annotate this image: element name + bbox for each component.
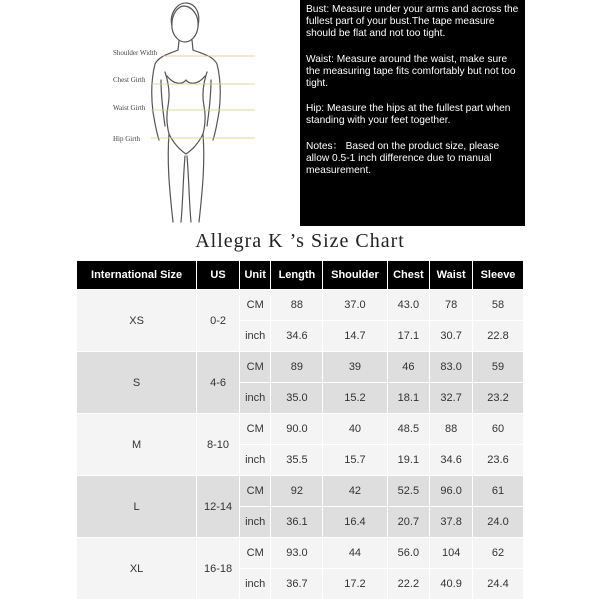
table-row: [77, 538, 523, 568]
size-chart-title: Allegra K ’s Size Chart: [195, 230, 405, 252]
chest-cell: 19.1: [388, 445, 430, 475]
shoulder-cell: 15.7: [323, 445, 386, 475]
unit-cell: CM: [240, 414, 271, 444]
shoulder-cell: 37.0: [323, 290, 386, 320]
waist-cell: 83.0: [430, 352, 472, 382]
size-group-l: [77, 476, 523, 537]
chest-cell: 18.1: [388, 383, 430, 413]
length-cell: 34.6: [271, 321, 322, 351]
chest-cell: 52.5: [388, 476, 430, 506]
waist-note: Waist: Measure around the waist, make sure the measuring tape fits comfortably but not too tight.: [306, 53, 516, 90]
unit-cell: CM: [240, 290, 271, 320]
chest-cell: 43.0: [388, 290, 430, 320]
waist-cell: 78: [430, 290, 472, 320]
unit-cell: inch: [240, 569, 271, 599]
header-international-size: International Size: [77, 261, 196, 289]
header-chest: Chest: [388, 261, 430, 289]
hip-girth-label: Hip Girth: [113, 135, 141, 143]
length-cell: 93.0: [271, 538, 322, 568]
shoulder-cell: 44: [323, 538, 386, 568]
waist-cell: 32.7: [430, 383, 472, 413]
unit-cell: inch: [240, 321, 271, 351]
table-header-row: [77, 261, 523, 289]
length-cell: 90.0: [271, 414, 322, 444]
shoulder-cell: 15.2: [323, 383, 386, 413]
extra-note: Notes： Based on the product size, please allow 0.5-1 inch difference due to manual measurement.: [306, 140, 500, 177]
size-cell: M: [77, 414, 196, 475]
us-size-cell: 0-2: [197, 290, 239, 351]
shoulder-cell: 16.4: [323, 507, 386, 537]
chest-cell: 17.1: [388, 321, 430, 351]
waist-girth-label: Waist Girth: [113, 104, 146, 112]
waist-cell: 96.0: [430, 476, 472, 506]
body-outline-icon: [95, 0, 295, 228]
chest-cell: 56.0: [388, 538, 430, 568]
chest-cell: 20.7: [388, 507, 430, 537]
size-group-xs: [77, 290, 523, 351]
body-measurement-figure: [95, 0, 295, 228]
shoulder-cell: 40: [323, 414, 386, 444]
length-cell: 36.7: [271, 569, 322, 599]
header-us: US: [197, 261, 239, 289]
sleeve-cell: 24.0: [473, 507, 523, 537]
waist-cell: 37.8: [430, 507, 472, 537]
length-cell: 89: [271, 352, 322, 382]
unit-cell: CM: [240, 538, 271, 568]
waist-cell: 40.9: [430, 569, 472, 599]
size-chart-table: [76, 260, 524, 600]
size-group-xl: [77, 538, 523, 599]
sleeve-cell: 58: [473, 290, 523, 320]
size-group-s: [77, 352, 523, 413]
shoulder-cell: 39: [323, 352, 386, 382]
us-size-cell: 12-14: [197, 476, 239, 537]
us-size-cell: 8-10: [197, 414, 239, 475]
chest-girth-label: Chest Girth: [113, 76, 146, 84]
unit-cell: CM: [240, 476, 271, 506]
waist-cell: 88: [430, 414, 472, 444]
sleeve-cell: 24.4: [473, 569, 523, 599]
size-cell: XS: [77, 290, 196, 351]
length-cell: 36.1: [271, 507, 322, 537]
table-row: [77, 476, 523, 506]
shoulder-cell: 42: [323, 476, 386, 506]
measurement-notes-panel: [300, 0, 525, 226]
table-row: [77, 352, 523, 382]
hip-note: Hip: Measure the hips at the fullest part when standing with your feet together.: [306, 103, 511, 127]
chest-cell: 46: [388, 352, 430, 382]
length-cell: 35.0: [271, 383, 322, 413]
chest-cell: 22.2: [388, 569, 430, 599]
sleeve-cell: 61: [473, 476, 523, 506]
size-cell: XL: [77, 538, 196, 599]
length-cell: 35.5: [271, 445, 322, 475]
sleeve-cell: 23.6: [473, 445, 523, 475]
header-shoulder: Shoulder: [323, 261, 386, 289]
sleeve-cell: 59: [473, 352, 523, 382]
unit-cell: inch: [240, 383, 271, 413]
sleeve-cell: 22.8: [473, 321, 523, 351]
unit-cell: CM: [240, 352, 271, 382]
unit-cell: inch: [240, 445, 271, 475]
size-cell: L: [77, 476, 196, 537]
sleeve-cell: 62: [473, 538, 523, 568]
length-cell: 88: [271, 290, 322, 320]
size-cell: S: [77, 352, 196, 413]
sleeve-cell: 60: [473, 414, 523, 444]
shoulder-width-label: Shoulder Width: [113, 49, 158, 57]
size-group-m: [77, 414, 523, 475]
unit-cell: inch: [240, 507, 271, 537]
table-row: [77, 290, 523, 320]
header-waist: Waist: [430, 261, 472, 289]
header-unit: Unit: [240, 261, 271, 289]
us-size-cell: 16-18: [197, 538, 239, 599]
header-sleeve: Sleeve: [473, 261, 523, 289]
bust-note: Bust: Measure under your arms and across the fullest part of your bust.The tape measure should be flat and not too tight.: [306, 4, 519, 40]
us-size-cell: 4-6: [197, 352, 239, 413]
shoulder-cell: 17.2: [323, 569, 386, 599]
length-cell: 92: [271, 476, 322, 506]
header-length: Length: [271, 261, 322, 289]
shoulder-cell: 14.7: [323, 321, 386, 351]
table-row: [77, 414, 523, 444]
waist-cell: 30.7: [430, 321, 472, 351]
sleeve-cell: 23.2: [473, 383, 523, 413]
chest-cell: 48.5: [388, 414, 430, 444]
waist-cell: 104: [430, 538, 472, 568]
waist-cell: 34.6: [430, 445, 472, 475]
